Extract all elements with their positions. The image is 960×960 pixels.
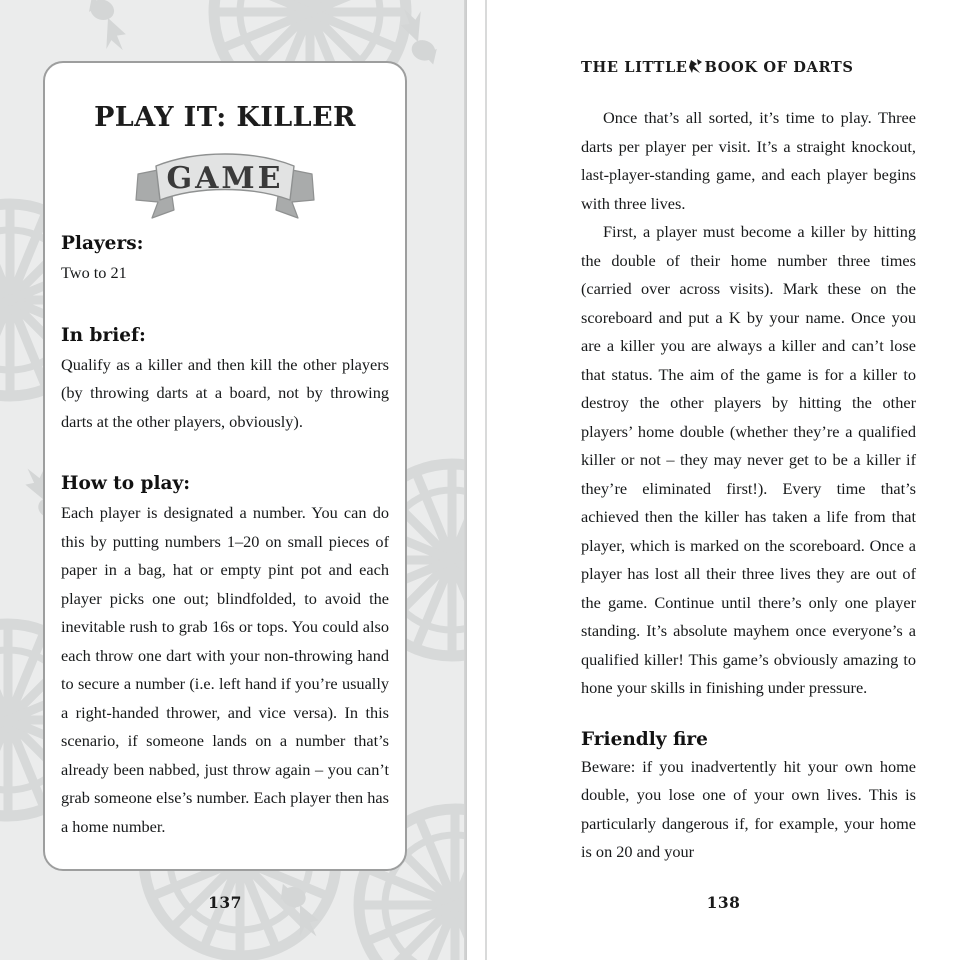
- section-in-brief: [61, 324, 389, 437]
- section-players: [61, 232, 389, 288]
- section-text-players: Two to 21: [61, 263, 127, 283]
- banner-ribbon-icon: [134, 148, 316, 226]
- running-head-before: THE LITTLE: [581, 59, 688, 76]
- right-page: [487, 0, 960, 960]
- banner-label: GAME: [166, 161, 284, 196]
- section-heading-how-to-play: How to play:: [61, 473, 191, 495]
- game-banner: [61, 148, 389, 226]
- dart-icon: [688, 58, 704, 79]
- subsection-heading-friendly-fire: Friendly fire: [581, 728, 708, 750]
- card-body: [61, 232, 389, 841]
- section-heading-in-brief: In brief:: [61, 324, 146, 346]
- page-number-right: 138: [706, 893, 741, 912]
- section-heading-players: Players:: [61, 233, 144, 254]
- paragraph-1: Once that’s all sorted, it’s time to play. Three darts per player per visit. It’s a straight knockout, last-player-standing game, and each player begins with three lives.: [581, 108, 916, 213]
- subsection-text-friendly-fire: Beware: if you inadvertently hit your own home double, you lose one of your own lives. This is particularly dangerous if, for example, your home is on 20 and your: [581, 756, 916, 861]
- page-gutter: [467, 0, 487, 960]
- running-head-after: BOOK OF DARTS: [704, 59, 854, 76]
- section-text-how-to-play: Each player is designated a number. You can do this by putting numbers 1–20 on small pieces of paper in a bag, hat or empty pint pot and each player picks one out; blindfolded, to avoid the inevitable rush to grab 16s or tops. You could also each throw one dart with your non-throwing hand to secure a number (i.e. left hand if you’re usually a right-handed thrower, and vice versa). In this scenario, if someone lands on a number that’s already been nabbed, just throw again – you can’t grab someone else’s number. Each player then has a home number.: [61, 503, 389, 836]
- page-number-left: 137: [208, 893, 242, 912]
- game-card: [43, 61, 407, 871]
- right-text-column: [581, 104, 916, 867]
- running-head: [581, 57, 854, 78]
- section-how-to-play: [61, 472, 389, 841]
- left-page: [0, 0, 467, 960]
- paragraph-2: First, a player must become a killer by hitting the double of their home number three times (carried over across visits). Mark these on the scoreboard and put a K by your name. Once you are a killer you are always a killer and can’t lose that status. The aim of the game is for a killer to destroy the other players by hitting the other players’ home double (whether they’re a qualified killer or not – they may never get to be a killer if they’re eliminated first!). Every time that’s achieved then the killer has taken a life from that player, which is marked on the scoreboard. Once a player has lost all their three lives they are out of the game. Continue until there’s only one player standing. It’s absolute mayhem once everyone’s a qualified killer! This game’s obviously amazing to hone your skills in finishing under pressure.: [581, 222, 916, 697]
- section-text-in-brief: Qualify as a killer and then kill the other players (by throwing darts at a board, not by throwing darts at the other players, obviously).: [61, 354, 389, 431]
- card-title: PLAY IT: KILLER: [94, 102, 356, 133]
